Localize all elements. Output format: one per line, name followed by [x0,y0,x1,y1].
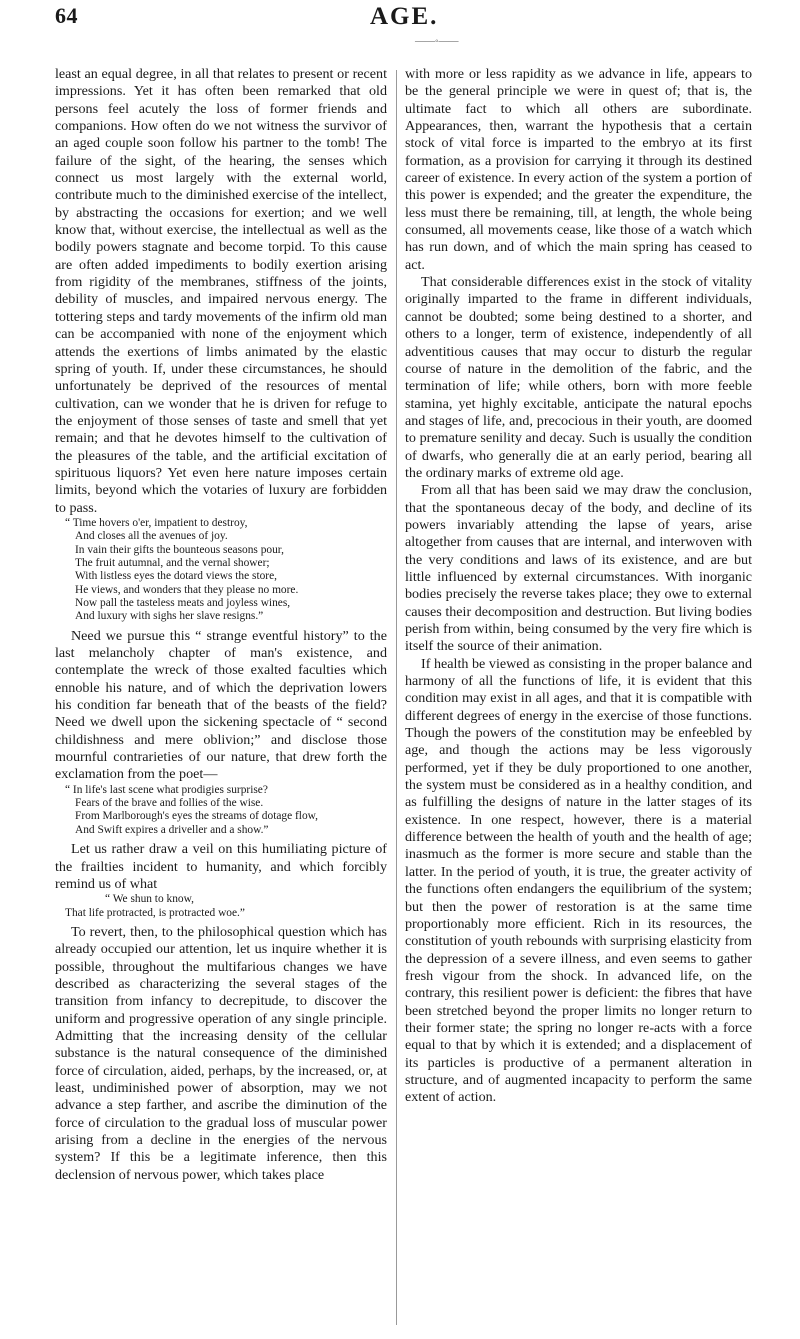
page-number: 64 [55,3,78,28]
paragraph: least an equal degree, in all that relates to present or recent impressions. Yet it has often been remarked that old persons feel acutely the loss of former friends and companions. How often do we not witness the survivor of an aged couple soon follow his partner to the tomb! The failure of the sight, of the hearing, the senses which connect us most largely with the external world, contribute much to the diminished exercise of the intellect, by abstracting the occasions for exertion; and we well know that, without exercise, the intellectual as well as the bodily powers stagnate and become torpid. To this cause are often added impediments to bodily exertion arising from rigidity of the membranes, stiffness of the joints, debility of muscles, and impaired nervous energy. The tottering steps and tardy movements of the infirm old man can be accompanied with none of the enjoyment which attends the exertions of limbs animated by the elastic spring of youth. If, under these circumstances, he should unfortunately be deprived of the resources of mental cultivation, can we wonder that he is driven for refuge to the enjoyment of those senses of taste and smell that yet remain; and that he devotes himself to the cultivation of the pleasures of the table, and the artificial excitation of spirituous liquors? Yet even here nature imposes certain limits, beyond which the votaries of luxury are forbidden to pass. [55,66,387,516]
paragraph: If health be viewed as consisting in the proper balance and harmony of all the functions of life, it is evident that this condition may exist in all ages, and that it is compatible with different degrees of energy in the exercise of those functions. Though the powers of the constitution may be enfeebled by age, and though the actions may be less vigorously performed, yet if they be duly proportioned to one another, the system must be considered as in a healthy condition, and as fulfilling the designs of nature in the latter stages of its existence. In one respect, however, there is a material difference between the health of youth and the health of age; inasmuch as the former is more secure and stable than the latter. In the period of youth, it is true, the greater activity of the functions often endangers the equilibrium of the system; but then the power of restoration is at the same time proportionably more efficient. Rich in its resources, the constitution of youth rebounds with surprising elasticity from the depression of a severe illness, and even seems to gather fresh vigour from the shock. In advanced life, on the contrary, this resilient power is deficient: the fibres that have been stretched beyond the proper limits no longer return to their former state; the spring no longer re-acts with a force equal to that by which it is extended; and a displacement of its particles is productive of a permanent alteration in structure, and of augmented incapacity to perform the same extent of action. [405,655,752,1106]
verse-line: “ Time hovers o'er, impatient to destroy, [65,516,248,529]
column-divider [396,70,397,1325]
right-column [405,66,752,1107]
verse-line: The fruit autumnal, and the vernal shower; [75,556,270,569]
paragraph: Let us rather draw a veil on this humiliating picture of the frailties incident to humanity, and which forcibly remind us of what [55,841,387,892]
paragraph: Need we pursue this “ strange eventful history” to the last melancholy chapter of man's existence, and contemplate the wreck of those exalted faculties which ennoble his nature, and of which the deprivation lowers his condition far beneath that of the beasts of the field? Need we dwell upon the sickening spectacle of “ second childishness and mere oblivion;” and disclose those mournful contrarieties of our nature, that drew forth the exclamation from the poet— [55,627,387,783]
verse-line: And Swift expires a driveller and a show.” [75,823,269,836]
paragraph: From all that has been said we may draw the conclusion, that the spontaneous decay of the body, and decline of its powers invariably attending the lapse of years, arise altogether from causes that are internal, and interwoven with the very conditions and laws of its existence, and are but little influenced by external circumstances. With inorganic bodies precisely the reverse takes place; they owe to external causes their decomposition and destruction. But living bodies perish from within, being consumed by the very fire which is itself the source of their animation. [405,482,752,655]
header-ornament: ——◦—— [415,36,459,47]
verse-quotation [55,517,387,624]
verse-line: With listless eyes the dotard views the store, [75,570,277,583]
verse-line: And closes all the avenues of joy. [75,530,228,543]
verse-quotation [55,784,387,837]
left-column [55,66,387,1184]
running-title: AGE. [370,3,439,30]
verse-line: “ In life's last scene what prodigies surprise? [65,783,268,796]
paragraph: That considerable differences exist in the stock of vitality originally imparted to the frame in different individuals, cannot be doubted; some being destined to a shorter, and others to a longer, term of existence, independently of all adventitious causes that may occur to disturb the regular course of nature in the demolition of the fabric, and the termination of life; while others, born with more feeble stamina, yet highly excitable, anticipate the natural epochs and stages of life, and, precocious in their youth, are doomed to premature senility and decay. Such is usually the condition of dwarfs, who generally die at an early period, bearing all the ordinary marks of extreme old age. [405,274,752,481]
verse-line: That life protracted, is protracted woe.” [65,906,245,919]
verse-line: And luxury with sighs her slave resigns.” [75,610,264,623]
paragraph: To revert, then, to the philosophical question which has already occupied our attention, let us inquire whether it is possible, throughout the multifarious changes we have described as characterizing the several stages of the transition from infancy to decrepitude, to discover the uniform and progressive operation of any single principle. Admitting that the increasing density of the cellular substance is the natural consequence of the diminished force of circulation, aided, perhaps, by the increased, or, at least, undiminished power of absorption, may we not advance a step farther, and ascribe the diminution of the force of circulation to the gradual loss of muscular power arising from a decline in the energies of the nervous system? If this be a legitimate inference, then this declension of nervous power, which takes place [55,923,387,1183]
verse-quotation [55,893,387,920]
verse-line: “ We shun to know, [105,893,194,906]
verse-line: Fears of the brave and follies of the wise. [75,797,264,810]
page-header [55,3,775,47]
verse-line: Now pall the tasteless meats and joyless wines, [75,597,291,609]
verse-line: In vain their gifts the bounteous seasons pour, [75,543,284,556]
paragraph: with more or less rapidity as we advance in life, appears to be the general principle we were in quest of; that is, the ultimate fact to which all others are subordinate. Appearances, then, warrant the hypothesis that a certain stock of vital force is imparted to the embryo at its first formation, as a provision for carrying it through its destined career of existence. In every action of the system a portion of this power is expended; and the greater the expenditure, the less must there be remaining, till, at length, the whole being consumed, all movements cease, like those of a watch which has run down, and of which the main spring has ceased to act. [405,66,752,273]
verse-line: He views, and wonders that they please no more. [75,583,299,596]
verse-line: From Marlborough's eyes the streams of dotage flow, [75,810,318,823]
